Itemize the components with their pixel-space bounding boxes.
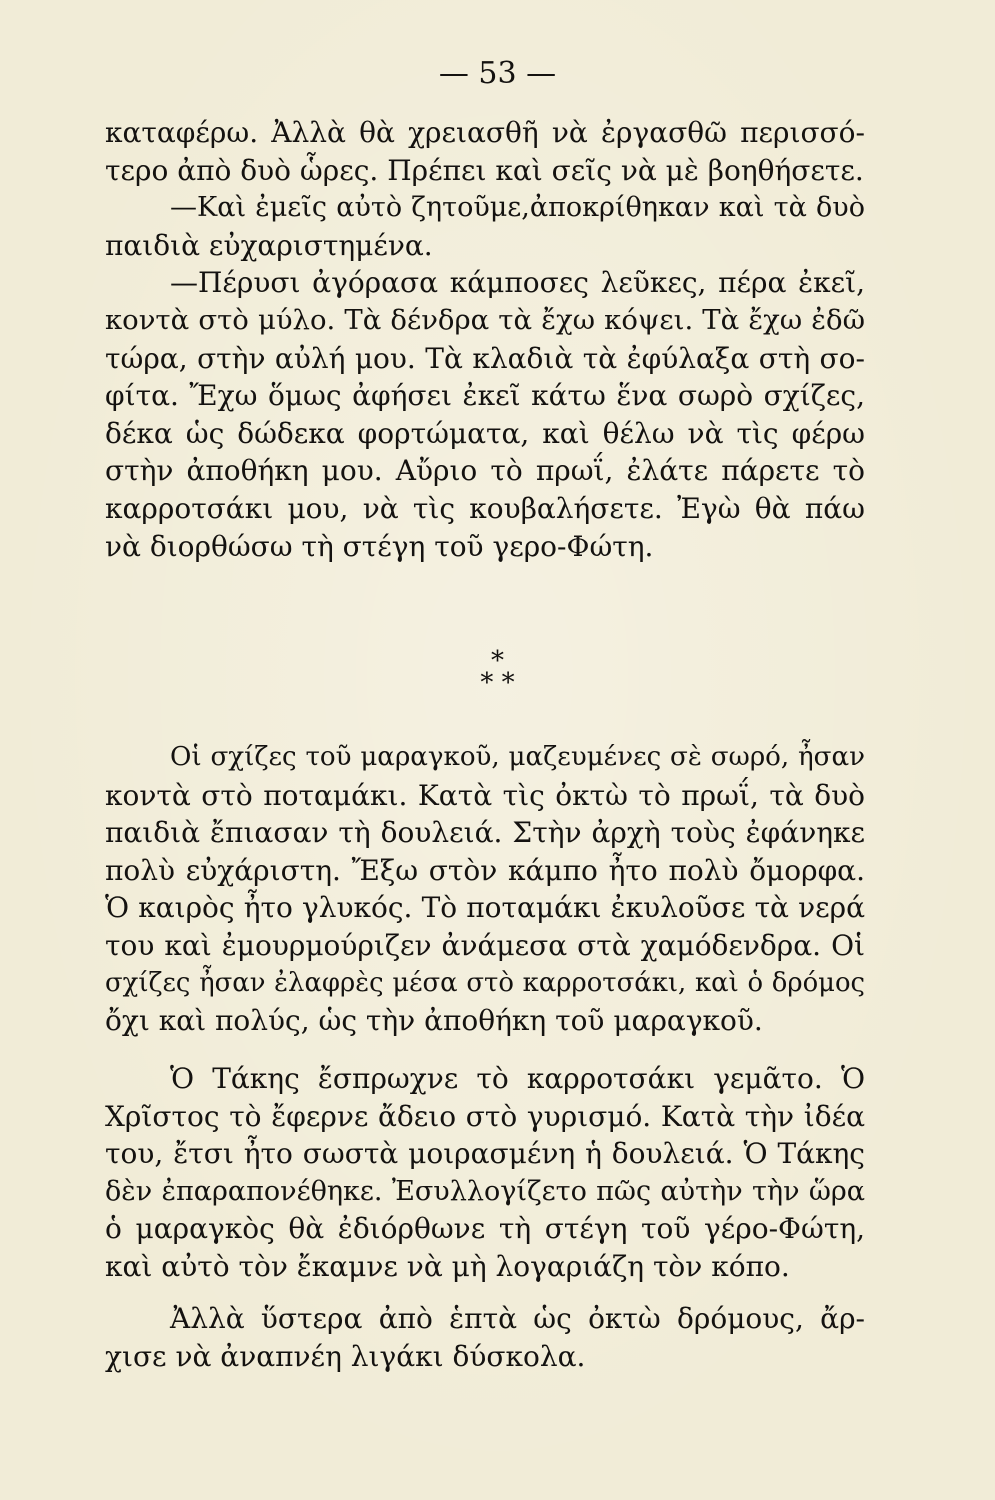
text-line: πολὺ εὐχάριστη. Ἔξω στὸν κάμπο ἦτο πολὺ ὄμορφα.	[105, 853, 865, 887]
paragraph-group-2	[105, 739, 865, 1040]
text-line: καταφέρω. Ἀλλὰ θὰ χρειασθῆ νὰ ἐργασθῶ περισσό-	[105, 116, 865, 149]
text-line: ὁ μαραγκὸς θὰ ἐδιόρθωνε τὴ στέγη τοῦ γέρο-Φώτη,	[105, 1212, 865, 1246]
text-line: χισε νὰ ἀναπνέη λιγάκι δύσκολα.	[105, 1339, 586, 1373]
text-line: του καὶ ἐμουρμούριζεν ἀνάμεσα στὰ χαμόδενδρα. Οἱ	[105, 928, 865, 962]
paragraph-group-1	[105, 114, 865, 565]
text-line: Ὁ καιρὸς ἦτο γλυκός. Τὸ ποταμάκι ἐκυλοῦσε τὰ νερά	[105, 891, 865, 925]
text-line: στὴν ἀποθήκη μου. Αὔριο τὸ πρωΐ, ἐλάτε πάρετε τὸ	[105, 454, 865, 488]
text-line: καὶ αὐτὸ τὸν ἔκαμνε νὰ μὴ λογαριάζη τὸν κόπο.	[105, 1249, 790, 1283]
text-line: Ἀλλὰ ὕστερα ἀπὸ ἑπτὰ ὡς ὀκτὼ δρόμους, ἄρ-	[170, 1302, 865, 1335]
paragraph-group-3	[105, 1060, 865, 1286]
text-line: δέκα ὡς δώδεκα φορτώματα, καὶ θέλω νὰ τὶς φέρω	[105, 416, 865, 450]
text-line: καρροτσάκι μου, νὰ τὶς κουβαλήσετε. Ἐγὼ θὰ πάω	[105, 491, 865, 525]
text-line: δὲν ἐπαραπονέθηκε. Ἐσυλλογίζετο πῶς αὐτὴν τὴν ὥρα	[105, 1175, 865, 1207]
text-line: κοντὰ στὸ μύλο. Τὰ δένδρα τὰ ἔχω κόψει. Τὰ ἔχω ἐδῶ	[105, 303, 865, 336]
text-line: παιδιὰ ἔπιασαν τὴ δουλειά. Στὴν ἀρχὴ τοὺς ἐφάνηκε	[105, 816, 865, 850]
asterism-top: *	[491, 646, 504, 676]
text-line: παιδιὰ εὐχαριστημένα.	[105, 228, 433, 262]
text-line: ὄχι καὶ πολύς, ὡς τὴν ἀποθήκη τοῦ μαραγκοῦ.	[105, 1004, 763, 1038]
asterism-separator	[0, 646, 995, 698]
text-line: —Καὶ ἐμεῖς αὐτὸ ζητοῦμε,ἀποκρίθηκαν καὶ τὰ δυὸ	[170, 192, 865, 224]
text-line: σχίζες ἦσαν ἐλαφρὲς μέσα στὸ καρροτσάκι, καὶ ὁ δρόμος	[105, 967, 865, 998]
text-line: του, ἔτσι ἦτο σωστὰ μοιρασμένη ἡ δουλειά. Ὁ Τάκης	[105, 1137, 865, 1171]
paragraph-group-4	[105, 1300, 865, 1375]
text-line: τερο ἀπὸ δυὸ ὧρες. Πρέπει καὶ σεῖς νὰ μὲ βοηθήσετε.	[105, 153, 864, 187]
asterism-bottom: * *	[480, 668, 515, 698]
text-line: —Πέρυσι ἀγόρασα κάμποσες λεῦκες, πέρα ἐκεῖ,	[170, 266, 865, 300]
text-line: τώρα, στὴν αὐλή μου. Τὰ κλαδιὰ τὰ ἐφύλαξα στὴ σο-	[105, 341, 865, 375]
text-line: Ὁ Τάκης ἔσπρωχνε τὸ καρροτσάκι γεμᾶτο. Ὁ	[170, 1062, 865, 1095]
page-number: — 53 —	[438, 56, 557, 91]
text-line: Χρῖστος τὸ ἔφερνε ἄδειο στὸ γυρισμό. Κατὰ τὴν ἰδέα	[105, 1099, 865, 1133]
text-line: Οἱ σχίζες τοῦ μαραγκοῦ, μαζευμένες σὲ σωρό, ἦσαν	[170, 742, 865, 772]
text-line: νὰ διορθώσω τὴ στέγη τοῦ γερο-Φώτη.	[105, 529, 654, 563]
text-line: κοντὰ στὸ ποταμάκι. Κατὰ τὶς ὀκτὼ τὸ πρωΐ, τὰ δυὸ	[105, 778, 865, 812]
text-line: φίτα. Ἔχω ὅμως ἀφήσει ἐκεῖ κάτω ἕνα σωρὸ σχίζες,	[105, 379, 865, 413]
